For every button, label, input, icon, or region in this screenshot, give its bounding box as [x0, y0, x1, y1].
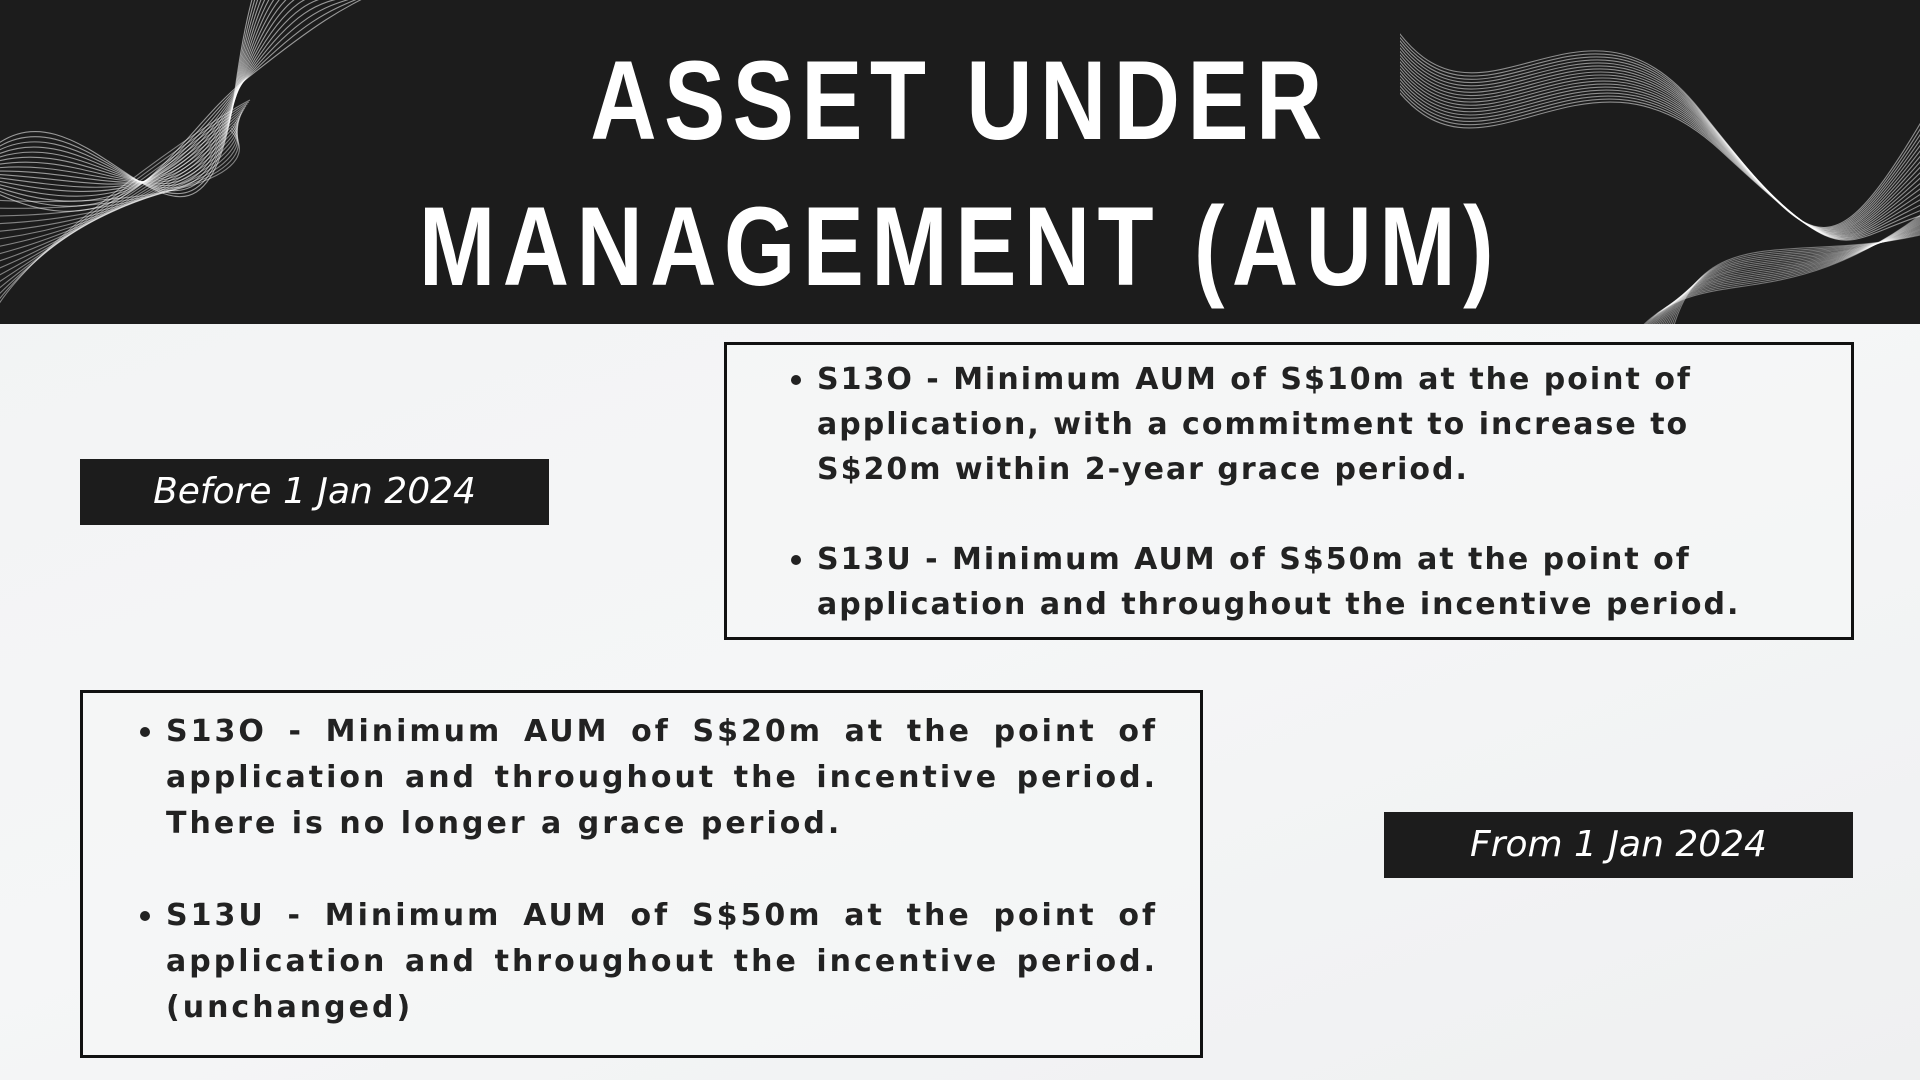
before-requirements-list — [817, 357, 1827, 627]
page-title-line-2: MANAGEMENT (AUM) — [418, 184, 1502, 309]
header-banner — [0, 0, 1920, 324]
before-date-label: Before 1 Jan 2024 — [80, 459, 549, 525]
after-item-s13u: S13U - Minimum AUM of S$50m at the point of application and throughout the incentive period. (unchanged) — [166, 893, 1158, 1031]
page-title-line-1: ASSET UNDER — [590, 38, 1330, 163]
page-title — [173, 28, 1747, 320]
before-item-s13o: S13O - Minimum AUM of S$10m at the point of application, with a commitment to increase to S$20m within 2-year grace period. — [817, 357, 1827, 492]
from-date-label: From 1 Jan 2024 — [1384, 812, 1853, 878]
before-requirements-box — [724, 342, 1854, 640]
after-requirements-box — [80, 690, 1203, 1058]
before-item-s13u: S13U - Minimum AUM of S$50m at the point of application and throughout the incentive period. — [817, 537, 1827, 627]
after-item-s13o: S13O - Minimum AUM of S$20m at the point of application and throughout the incentive period. There is no longer a grace period. — [166, 709, 1158, 847]
after-requirements-list — [166, 709, 1158, 1031]
